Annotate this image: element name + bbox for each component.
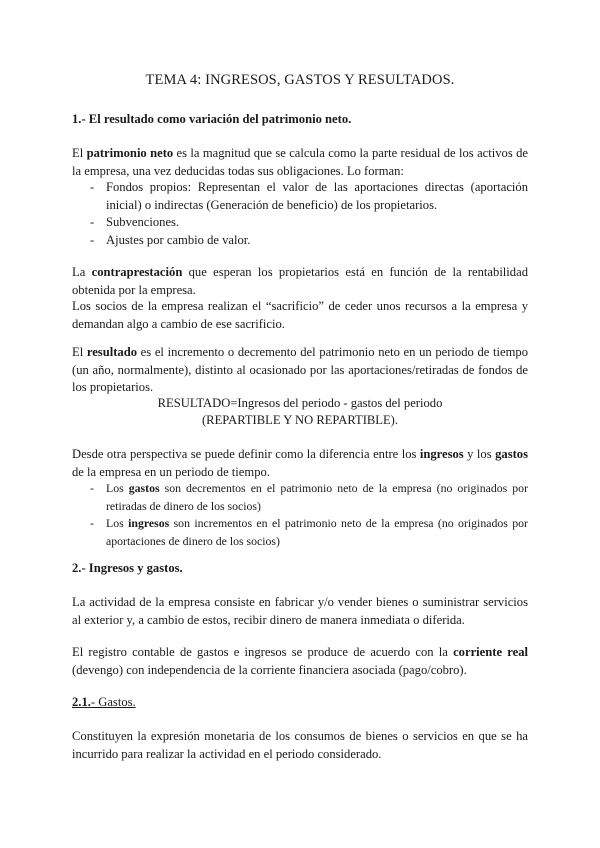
list-item: - Subvenciones.	[72, 214, 528, 232]
socios-paragraph: Los socios de la empresa realizan el “sacrificio” de ceder unos recursos a la empresa y demandan algo a cambio de ese sacrificio.	[72, 299, 528, 331]
term-gastos: gastos	[495, 447, 528, 461]
term-ingresos: ingresos	[419, 447, 464, 461]
list-item: - Fondos propios: Representan el valor de las aportaciones directas (aportación inicial) o indirectas (Generación de beneficio) de los propietarios.	[72, 179, 528, 214]
actividad-paragraph: La actividad de la empresa consiste en fabricar y/o vender bienes o suministrar servicios al exterior y, a cambio de estos, recibir dinero de manera inmediata o diferida.	[72, 595, 528, 627]
section-2-heading: 2.- Ingresos y gastos.	[72, 561, 183, 575]
list-item: - Los gastos son decrementos en el patrimonio neto de la empresa (no originados por retiradas de dinero de los socios)	[72, 480, 528, 515]
gastos-definition-paragraph: Constituyen la expresión monetaria de los consumos de bienes o servicios en que se ha incurrido para realizar la actividad en el periodo considerado.	[72, 729, 528, 761]
registro-paragraph: El registro contable de gastos e ingresos se produce de acuerdo con la corriente real (devengo) con independencia de la corriente financiera asociada (pago/cobro).	[72, 645, 528, 677]
contraprestacion-paragraph: La contraprestación que esperan los propietarios está en función de la rentabilidad obtenida por la empresa.	[72, 265, 528, 297]
perspectiva-paragraph: Desde otra perspectiva se puede definir como la diferencia entre los ingresos y los gastos de la empresa en un periodo de tiempo.	[72, 447, 528, 479]
section-2-1-heading: 2.1.- Gastos.	[72, 695, 136, 709]
list-item: - Ajustes por cambio de valor.	[72, 232, 528, 250]
resultado-paragraph: El resultado es el incremento o decremento del patrimonio neto en un periodo de tiempo (un año, normalmente), distinto al ocasionado por las aportaciones/retiradas de fondos de los propietarios.	[72, 345, 528, 394]
formula-line-1: RESULTADO=Ingresos del periodo - gastos del periodo	[157, 396, 443, 410]
term-resultado: resultado	[86, 345, 138, 359]
term-contraprestacion: contraprestación	[91, 265, 183, 279]
patrimonio-paragraph: El patrimonio neto es la magnitud que se calcula como la parte residual de los activos de la empresa, una vez deducidas todas sus obligaciones. Lo forman:	[72, 146, 528, 178]
patrimonio-components-list	[72, 179, 528, 249]
term-patrimonio-neto: patrimonio neto	[86, 146, 174, 160]
ingresos-gastos-list	[72, 480, 528, 550]
formula-line-2: (REPARTIBLE Y NO REPARTIBLE).	[201, 413, 399, 427]
list-item: - Los ingresos son incrementos en el patrimonio neto de la empresa (no originados por aportaciones de dinero de los socios)	[72, 515, 528, 550]
page-title: TEMA 4: INGRESOS, GASTOS Y RESULTADOS.	[145, 72, 455, 88]
term-corriente-real: corriente real	[453, 645, 528, 659]
section-1-heading: 1.- El resultado como variación del patrimonio neto.	[72, 112, 352, 126]
